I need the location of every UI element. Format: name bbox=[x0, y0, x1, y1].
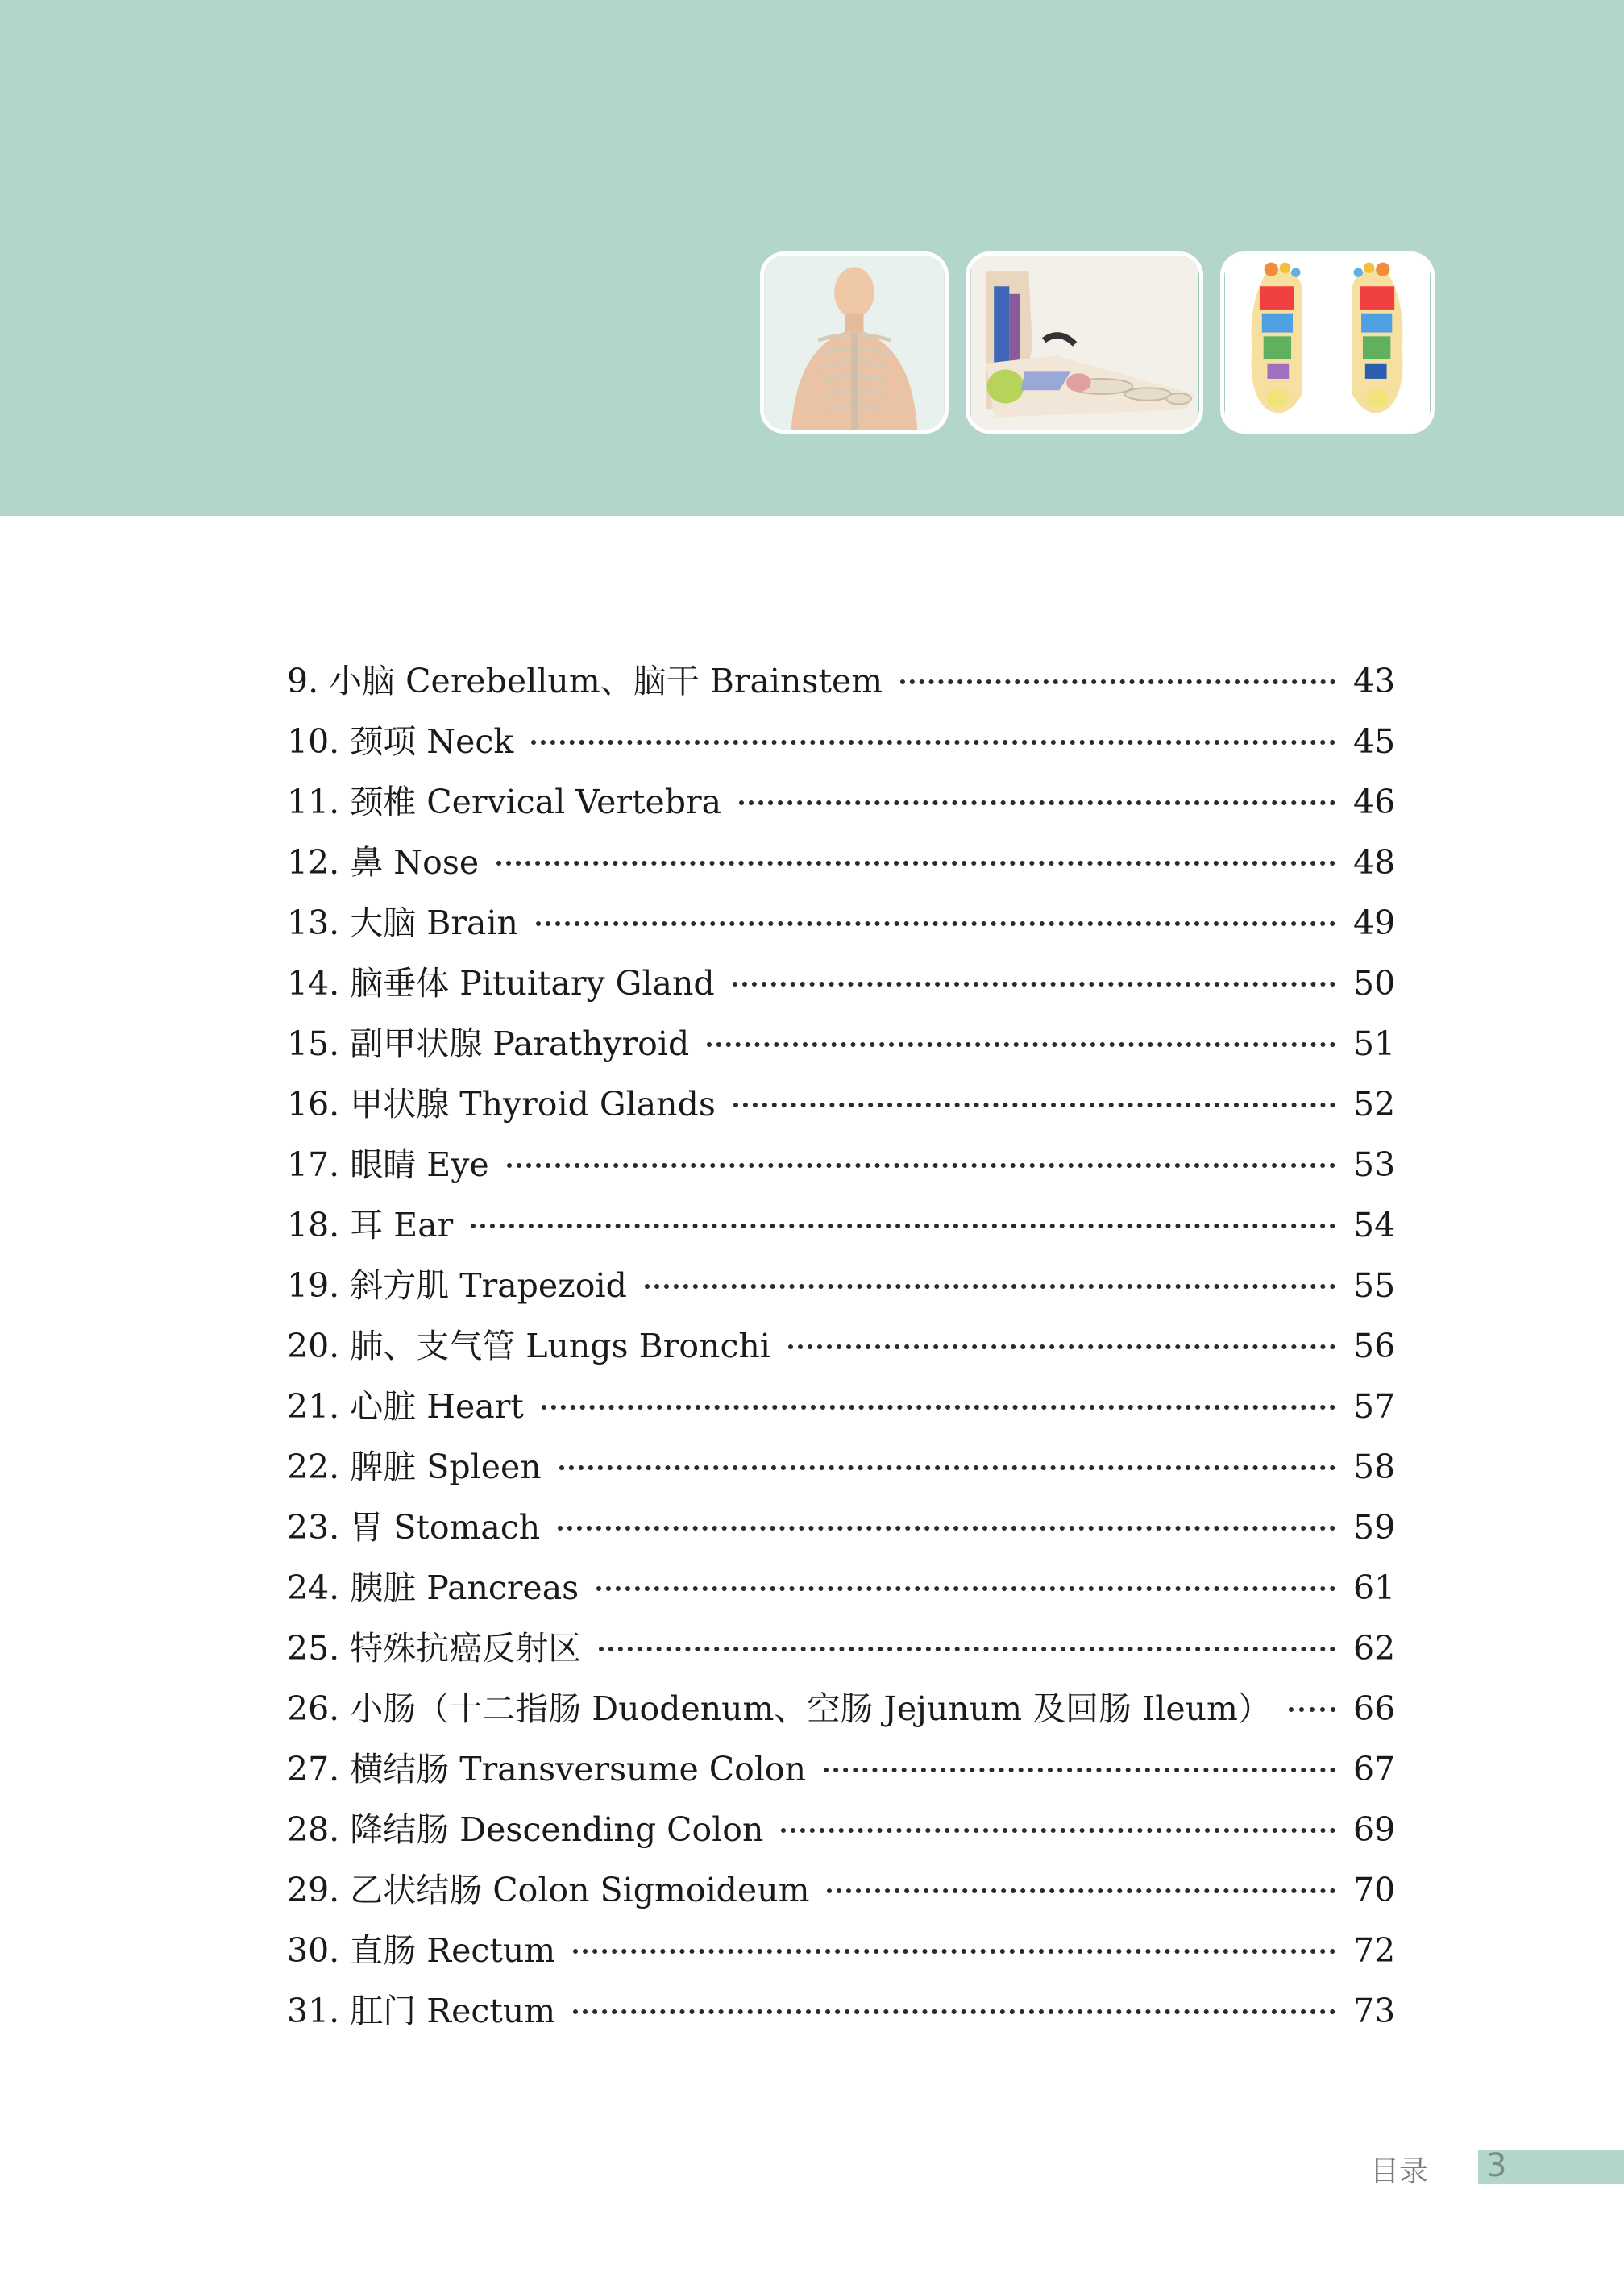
toc-entry-title: 29. 乙状结肠 Colon Sigmoideum bbox=[287, 1871, 810, 1909]
toc-entry-page-number: 53 bbox=[1353, 1145, 1396, 1184]
toc-entry-page-number: 56 bbox=[1353, 1327, 1396, 1365]
dot-leader bbox=[900, 679, 1335, 684]
toc-entry-page-number: 57 bbox=[1353, 1387, 1396, 1426]
toc-entry-title: 21. 心脏 Heart bbox=[287, 1387, 524, 1426]
toc-entry-title: 12. 鼻 Nose bbox=[287, 843, 480, 882]
toc-entry[interactable] bbox=[287, 957, 1395, 1017]
toc-entry[interactable] bbox=[287, 1440, 1395, 1501]
toc-entry-page-number: 45 bbox=[1353, 722, 1396, 761]
toc-entry-title: 16. 甲状腺 Thyroid Glands bbox=[287, 1085, 716, 1124]
toc-entry-page-number: 46 bbox=[1353, 783, 1396, 821]
toc-entry-title: 24. 胰脏 Pancreas bbox=[287, 1568, 579, 1607]
toc-entry[interactable] bbox=[287, 1017, 1395, 1078]
dot-leader bbox=[739, 800, 1335, 805]
toc-entry-title: 15. 副甲状腺 Parathyroid bbox=[287, 1024, 690, 1063]
dot-leader bbox=[471, 1224, 1335, 1228]
toc-entry[interactable] bbox=[287, 1984, 1395, 2045]
toc-entry-title: 31. 肛门 Rectum bbox=[287, 1992, 556, 2030]
toc-entry-title: 22. 脾脏 Spleen bbox=[287, 1448, 542, 1486]
toc-entry-title: 13. 大脑 Brain bbox=[287, 904, 518, 942]
toc-entry[interactable] bbox=[287, 1319, 1395, 1380]
dot-leader bbox=[824, 1768, 1335, 1772]
toc-entry-page-number: 67 bbox=[1353, 1750, 1396, 1789]
dot-leader bbox=[781, 1828, 1335, 1833]
toc-entry-title: 25. 特殊抗癌反射区 bbox=[287, 1629, 582, 1668]
toc-entry-title: 11. 颈椎 Cervical Vertebra bbox=[287, 783, 722, 821]
toc-entry[interactable] bbox=[287, 1743, 1395, 1803]
skeleton-torso-image bbox=[760, 251, 949, 434]
table-of-contents bbox=[287, 654, 1395, 2045]
toc-entry-page-number: 51 bbox=[1353, 1024, 1396, 1063]
dot-leader bbox=[596, 1586, 1335, 1591]
toc-entry-page-number: 52 bbox=[1353, 1085, 1396, 1124]
toc-entry[interactable] bbox=[287, 1863, 1395, 1924]
toc-entry-title: 20. 肺、支气管 Lungs Bronchi bbox=[287, 1327, 770, 1365]
dot-leader bbox=[559, 1465, 1335, 1470]
toc-entry[interactable] bbox=[287, 654, 1395, 715]
toc-entry-title: 28. 降结肠 Descending Colon bbox=[287, 1810, 764, 1849]
toc-entry-title: 9. 小脑 Cerebellum、脑干 Brainstem bbox=[287, 662, 883, 700]
footer-section-label: 目录 bbox=[1370, 2155, 1429, 2188]
toc-entry-title: 19. 斜方肌 Trapezoid bbox=[287, 1266, 627, 1305]
toc-entry[interactable] bbox=[287, 715, 1395, 775]
toc-entry-page-number: 49 bbox=[1353, 904, 1396, 942]
toc-entry[interactable] bbox=[287, 1199, 1395, 1259]
toc-entry-page-number: 62 bbox=[1353, 1629, 1396, 1668]
toc-entry-title: 14. 脑垂体 Pituitary Gland bbox=[287, 964, 715, 1003]
toc-entry-page-number: 70 bbox=[1353, 1871, 1396, 1909]
toc-entry-page-number: 61 bbox=[1353, 1568, 1396, 1607]
dot-leader bbox=[496, 861, 1335, 866]
dot-leader bbox=[599, 1647, 1335, 1651]
toc-entry-title: 18. 耳 Ear bbox=[287, 1206, 454, 1244]
toc-entry[interactable] bbox=[287, 1078, 1395, 1138]
toc-entry-title: 10. 颈项 Neck bbox=[287, 722, 514, 761]
footer-page-number: 3 bbox=[1486, 2147, 1507, 2184]
dot-leader bbox=[733, 982, 1335, 987]
toc-entry-page-number: 55 bbox=[1353, 1266, 1396, 1305]
toc-entry[interactable] bbox=[287, 1380, 1395, 1440]
toc-entry[interactable] bbox=[287, 1259, 1395, 1319]
toc-entry-page-number: 50 bbox=[1353, 964, 1396, 1003]
toc-entry[interactable] bbox=[287, 1622, 1395, 1682]
dot-leader bbox=[542, 1405, 1335, 1410]
dot-leader bbox=[1289, 1707, 1335, 1712]
toc-entry-title: 17. 眼睛 Eye bbox=[287, 1145, 489, 1184]
dot-leader bbox=[733, 1103, 1335, 1107]
toc-entry[interactable] bbox=[287, 1138, 1395, 1199]
dot-leader bbox=[573, 2009, 1335, 2014]
dot-leader bbox=[531, 740, 1335, 745]
dot-leader bbox=[788, 1344, 1335, 1349]
toc-entry-title: 23. 胃 Stomach bbox=[287, 1508, 541, 1547]
toc-entry-page-number: 48 bbox=[1353, 843, 1396, 882]
toc-entry[interactable] bbox=[287, 1561, 1395, 1622]
toc-entry-title: 27. 横结肠 Transversume Colon bbox=[287, 1750, 807, 1789]
toc-entry[interactable] bbox=[287, 896, 1395, 957]
toc-entry-page-number: 59 bbox=[1353, 1508, 1396, 1547]
toc-entry-page-number: 72 bbox=[1353, 1931, 1396, 1970]
toc-entry-title: 30. 直肠 Rectum bbox=[287, 1931, 556, 1970]
toc-entry-page-number: 54 bbox=[1353, 1206, 1396, 1244]
dot-leader bbox=[558, 1526, 1335, 1531]
toc-entry-page-number: 69 bbox=[1353, 1810, 1396, 1849]
dot-leader bbox=[707, 1042, 1335, 1047]
foot-anatomy-image bbox=[966, 251, 1203, 434]
toc-entry[interactable] bbox=[287, 1924, 1395, 1984]
toc-entry-page-number: 73 bbox=[1353, 1992, 1396, 2030]
toc-entry[interactable] bbox=[287, 1803, 1395, 1863]
dot-leader bbox=[573, 1949, 1335, 1954]
toc-entry[interactable] bbox=[287, 836, 1395, 896]
dot-leader bbox=[645, 1284, 1335, 1289]
foot-reflexology-map-image bbox=[1220, 251, 1435, 434]
dot-leader bbox=[827, 1888, 1335, 1893]
dot-leader bbox=[507, 1163, 1335, 1168]
dot-leader bbox=[536, 921, 1335, 926]
toc-entry-page-number: 43 bbox=[1353, 662, 1396, 700]
toc-entry-page-number: 66 bbox=[1353, 1689, 1396, 1728]
toc-entry[interactable] bbox=[287, 775, 1395, 836]
toc-entry-page-number: 58 bbox=[1353, 1448, 1396, 1486]
toc-entry[interactable] bbox=[287, 1682, 1395, 1743]
toc-entry[interactable] bbox=[287, 1501, 1395, 1561]
toc-entry-title: 26. 小肠（十二指肠 Duodenum、空肠 Jejunum 及回肠 Ileum） bbox=[287, 1689, 1271, 1728]
